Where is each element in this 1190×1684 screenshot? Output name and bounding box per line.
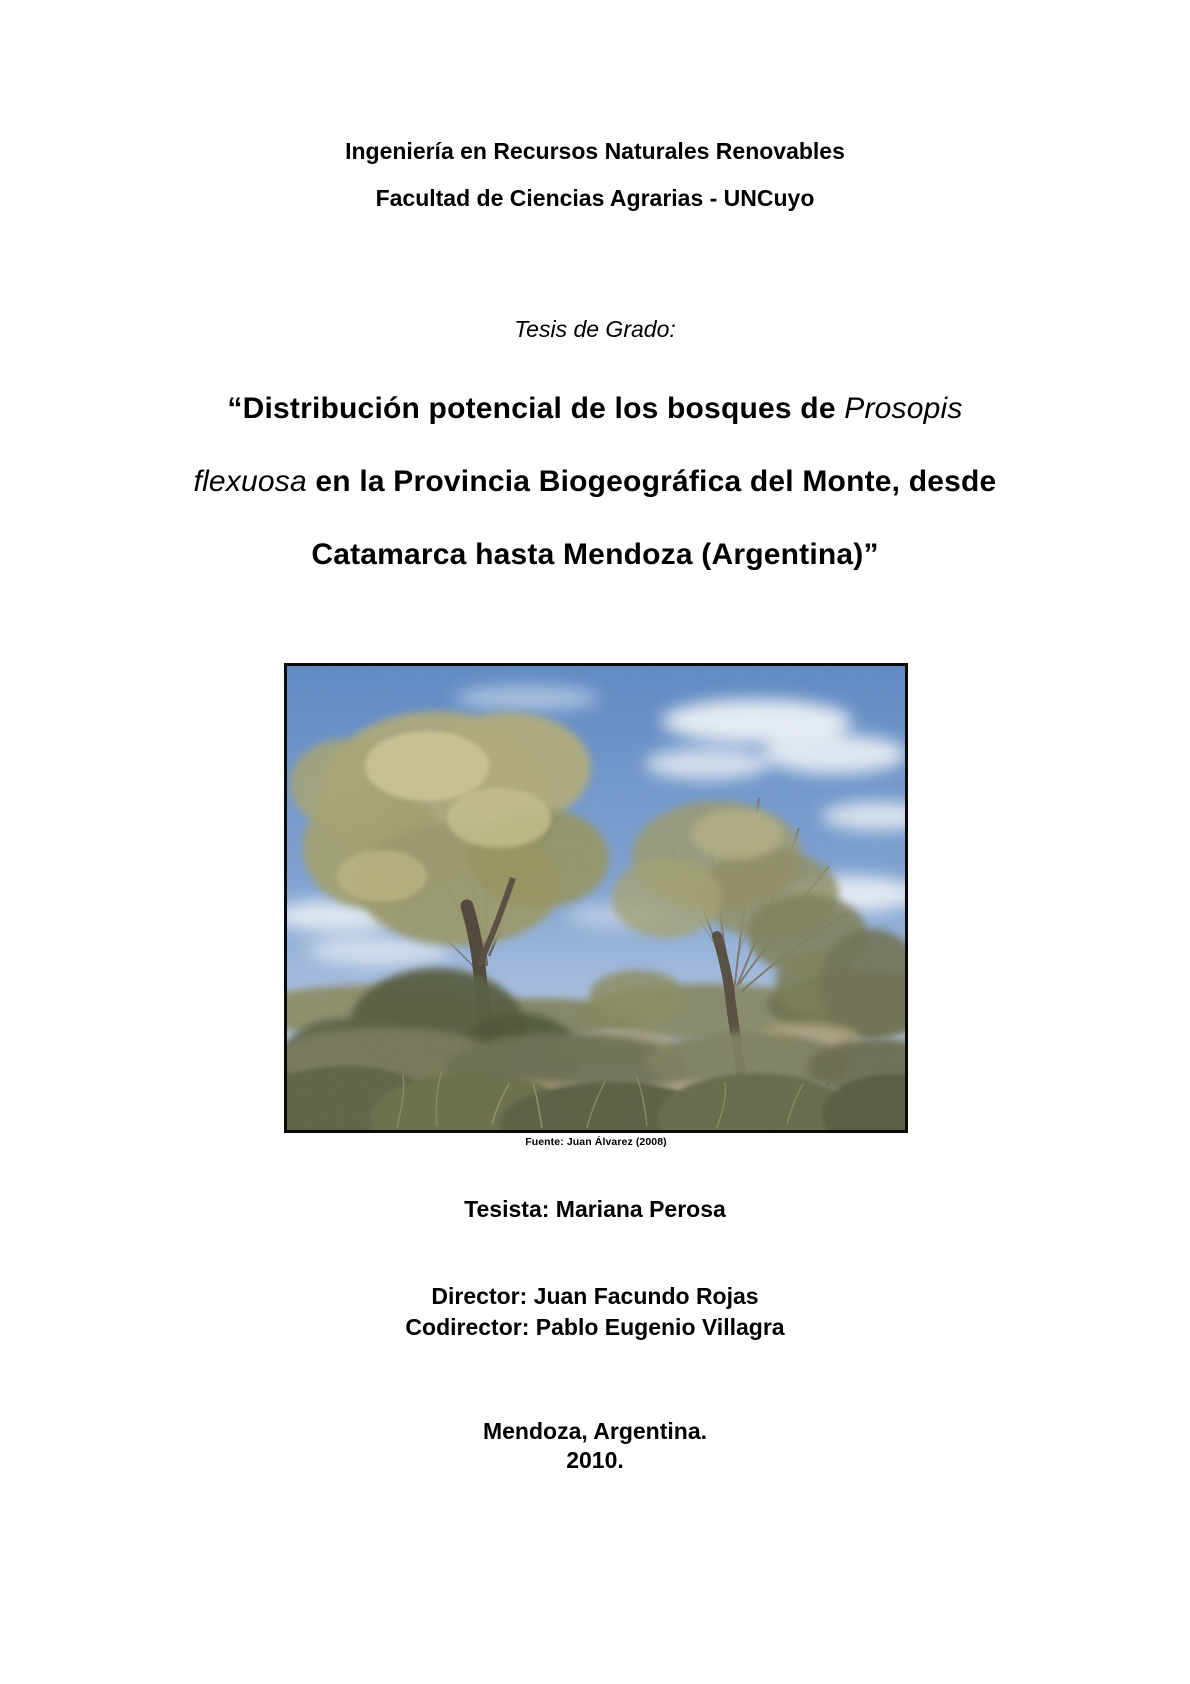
cover-photo — [284, 663, 908, 1133]
institution-program: Ingeniería en Recursos Naturales Renovables — [345, 138, 845, 164]
director-line: Director: Juan Facundo Rojas — [431, 1283, 759, 1309]
title-line2-species: flexuosa — [193, 465, 307, 498]
thesis-title-line3 — [0, 538, 1190, 572]
year-line: 2010. — [566, 1447, 624, 1473]
document-type-label: Tesis de Grado: — [514, 316, 676, 342]
photo-grain-overlay — [287, 666, 905, 1130]
prosopis-woodland-photo — [287, 666, 905, 1130]
codirector-line: Codirector: Pablo Eugenio Villagra — [405, 1314, 785, 1340]
title-line2-text: en la Provincia Biogeográfica del Monte, desde — [306, 465, 997, 498]
title-line3-text: Catamarca hasta Mendoza (Argentina)” — [311, 538, 879, 571]
place-line: Mendoza, Argentina. — [482, 1418, 708, 1444]
tesista-line: Tesista: Mariana Perosa — [464, 1196, 726, 1222]
thesis-title-line1 — [0, 392, 1190, 426]
title-line1-species: Prosopis — [844, 392, 963, 425]
photo-credit: Fuente: Juan Álvarez (2008) — [525, 1136, 667, 1148]
thesis-title-line2 — [0, 465, 1190, 499]
institution-faculty: Facultad de Ciencias Agrarias - UNCuyo — [375, 185, 815, 211]
title-line1-text: “Distribución potencial de los bosques de — [227, 392, 845, 425]
